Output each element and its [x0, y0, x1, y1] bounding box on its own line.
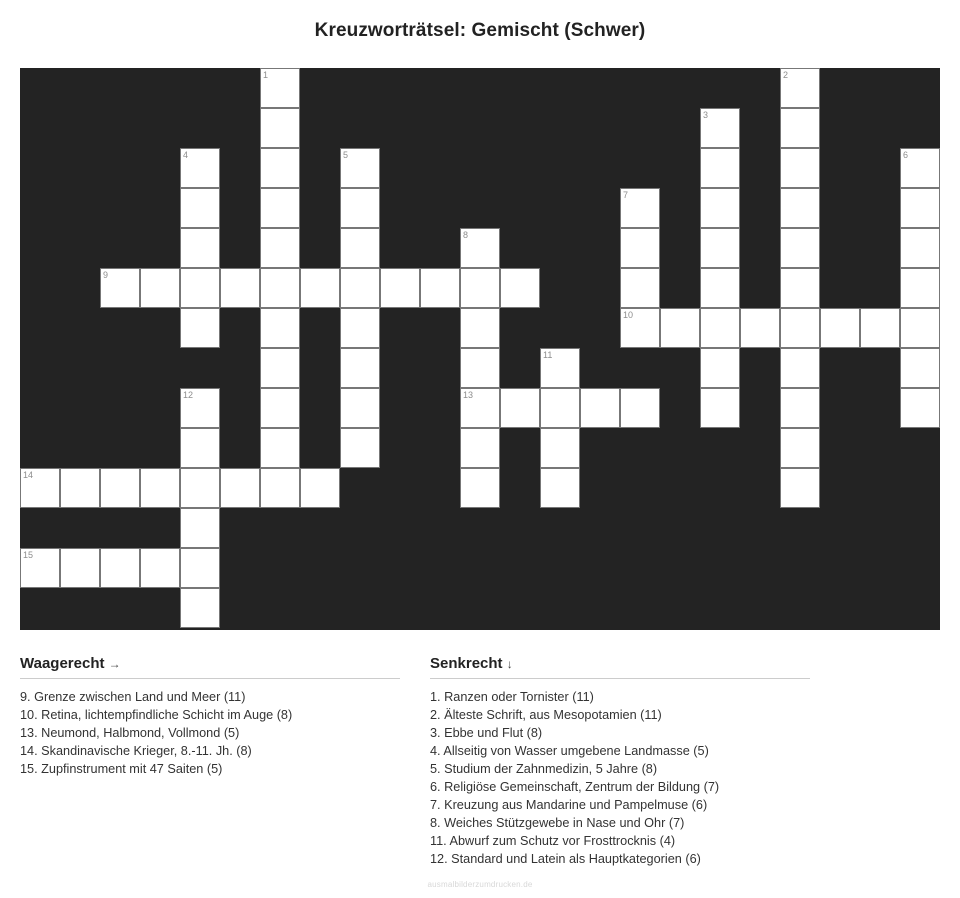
- cell-number: 9: [103, 270, 109, 280]
- grid-cell[interactable]: [780, 388, 820, 428]
- cell-number: 5: [343, 150, 349, 160]
- clue-item: 13. Neumond, Halbmond, Vollmond (5): [20, 726, 240, 740]
- grid-cell[interactable]: [300, 468, 340, 508]
- across-heading-label: Waagerecht: [20, 655, 105, 672]
- down-clues-list: [430, 688, 810, 868]
- grid-cell[interactable]: [260, 468, 300, 508]
- grid-cell[interactable]: [700, 348, 740, 388]
- grid-cell[interactable]: [460, 268, 500, 308]
- down-clues-heading: [430, 655, 810, 679]
- grid-cell[interactable]: [540, 388, 580, 428]
- clue-item: 6. Religiöse Gemeinschaft, Zentrum der Bildung (7): [430, 780, 720, 794]
- grid-cell[interactable]: [740, 308, 780, 348]
- grid-cell[interactable]: [700, 148, 740, 188]
- grid-cell[interactable]: [100, 548, 140, 588]
- grid-cell[interactable]: [780, 308, 820, 348]
- grid-cell[interactable]: [260, 348, 300, 388]
- grid-cell[interactable]: [380, 268, 420, 308]
- grid-cell[interactable]: [340, 348, 380, 388]
- across-arrow-icon: →: [108, 657, 121, 671]
- grid-cell[interactable]: [540, 428, 580, 468]
- cell-number: 11: [543, 350, 553, 360]
- grid-cell[interactable]: [540, 348, 580, 388]
- grid-cell[interactable]: [60, 548, 100, 588]
- grid-cell[interactable]: [140, 268, 180, 308]
- clue-item: 5. Studium der Zahnmedizin, 5 Jahre (8): [430, 762, 658, 776]
- grid-cell[interactable]: [340, 308, 380, 348]
- grid-cell[interactable]: [780, 228, 820, 268]
- grid-cell[interactable]: [500, 268, 540, 308]
- grid-cell[interactable]: [220, 468, 260, 508]
- grid-cell[interactable]: [100, 268, 140, 308]
- grid-cell[interactable]: [180, 508, 220, 548]
- clue-item: 1. Ranzen oder Tornister (11): [430, 690, 594, 704]
- grid-cell[interactable]: [900, 188, 940, 228]
- grid-cell[interactable]: [780, 268, 820, 308]
- grid-cell[interactable]: [300, 268, 340, 308]
- grid-cell[interactable]: [860, 308, 900, 348]
- grid-cell[interactable]: [900, 388, 940, 428]
- grid-cell[interactable]: [460, 468, 500, 508]
- clues-section: [0, 655, 960, 885]
- grid-cell[interactable]: [700, 188, 740, 228]
- grid-cell[interactable]: [260, 188, 300, 228]
- grid-cell[interactable]: [460, 308, 500, 348]
- grid-cell[interactable]: [460, 348, 500, 388]
- grid-cell[interactable]: [140, 468, 180, 508]
- clue-item: 12. Standard und Latein als Hauptkategorien (6): [430, 852, 701, 866]
- grid-cell[interactable]: [700, 108, 740, 148]
- grid-cell[interactable]: [620, 188, 660, 228]
- down-arrow-icon: ↓: [506, 657, 513, 671]
- grid-cell[interactable]: [180, 428, 220, 468]
- clue-item: 15. Zupfinstrument mit 47 Saiten (5): [20, 762, 223, 776]
- grid-cell[interactable]: [180, 388, 220, 428]
- grid-cell[interactable]: [820, 308, 860, 348]
- cell-number: 1: [263, 70, 269, 80]
- grid-cell[interactable]: [180, 588, 220, 628]
- grid-cell[interactable]: [340, 428, 380, 468]
- grid-cell[interactable]: [260, 428, 300, 468]
- grid-cell[interactable]: [260, 68, 300, 108]
- cell-number: 7: [623, 190, 629, 200]
- grid-cell[interactable]: [900, 308, 940, 348]
- clue-item: 3. Ebbe und Flut (8): [430, 726, 543, 740]
- cell-number: 8: [463, 230, 469, 240]
- grid-cell[interactable]: [700, 268, 740, 308]
- grid-cell[interactable]: [20, 548, 60, 588]
- cell-number: 13: [463, 390, 474, 400]
- grid-cell[interactable]: [700, 228, 740, 268]
- clue-item: 11. Abwurf zum Schutz vor Frosttrocknis (4): [430, 834, 676, 848]
- grid-cell[interactable]: [780, 188, 820, 228]
- grid-cell[interactable]: [780, 148, 820, 188]
- down-clues-column: [430, 655, 810, 868]
- grid-cell[interactable]: [260, 228, 300, 268]
- grid-cell[interactable]: [900, 228, 940, 268]
- grid-cell[interactable]: [540, 468, 580, 508]
- grid-cell[interactable]: [780, 108, 820, 148]
- cell-number: 15: [23, 550, 34, 560]
- cell-number: 6: [903, 150, 909, 160]
- grid-cell[interactable]: [780, 348, 820, 388]
- clue-item: 9. Grenze zwischen Land und Meer (11): [20, 690, 246, 704]
- grid-cell[interactable]: [780, 68, 820, 108]
- grid-cell[interactable]: [180, 268, 220, 308]
- grid-cell[interactable]: [100, 468, 140, 508]
- grid-cell[interactable]: [420, 268, 460, 308]
- crossword-grid: [20, 68, 940, 630]
- down-heading-label: Senkrecht: [430, 655, 503, 672]
- clue-item: 4. Allseitig von Wasser umgebene Landmasse (5): [430, 744, 709, 758]
- clue-item: 2. Älteste Schrift, aus Mesopotamien (11): [430, 708, 662, 722]
- grid-cell[interactable]: [700, 388, 740, 428]
- grid-cell[interactable]: [580, 388, 620, 428]
- grid-cell[interactable]: [340, 148, 380, 188]
- grid-cell[interactable]: [780, 428, 820, 468]
- cell-number: 14: [23, 470, 34, 480]
- grid-cell[interactable]: [460, 428, 500, 468]
- grid-cell[interactable]: [620, 228, 660, 268]
- across-clues-heading: [20, 655, 400, 679]
- grid-cell[interactable]: [460, 228, 500, 268]
- grid-cell[interactable]: [180, 148, 220, 188]
- cell-number: 3: [703, 110, 709, 120]
- across-clues-list: [20, 688, 400, 778]
- grid-cell[interactable]: [260, 108, 300, 148]
- grid-cell[interactable]: [180, 188, 220, 228]
- page-title: Kreuzworträtsel: Gemischt (Schwer): [314, 20, 646, 41]
- grid-cell[interactable]: [260, 268, 300, 308]
- grid-cell[interactable]: [620, 388, 660, 428]
- clue-item: 7. Kreuzung aus Mandarine und Pampelmuse (6): [430, 798, 708, 812]
- grid-cell[interactable]: [340, 268, 380, 308]
- cell-number: 10: [623, 310, 634, 320]
- grid-cell[interactable]: [340, 188, 380, 228]
- grid-cell[interactable]: [220, 268, 260, 308]
- grid-cell[interactable]: [500, 388, 540, 428]
- grid-cell[interactable]: [660, 308, 700, 348]
- grid-cell[interactable]: [460, 388, 500, 428]
- grid-cell[interactable]: [60, 468, 100, 508]
- grid-cell[interactable]: [900, 268, 940, 308]
- grid-cell[interactable]: [340, 388, 380, 428]
- grid-cell[interactable]: [620, 268, 660, 308]
- grid-cell[interactable]: [620, 308, 660, 348]
- cell-number: 12: [183, 390, 194, 400]
- grid-cell[interactable]: [180, 548, 220, 588]
- grid-cell[interactable]: [140, 548, 180, 588]
- across-clues-column: [20, 655, 400, 778]
- grid-cell[interactable]: [180, 308, 220, 348]
- grid-cell[interactable]: [900, 148, 940, 188]
- grid-cell[interactable]: [20, 468, 60, 508]
- cell-number: 2: [783, 70, 789, 80]
- grid-cell[interactable]: [700, 308, 740, 348]
- grid-cell[interactable]: [260, 308, 300, 348]
- grid-cell[interactable]: [780, 468, 820, 508]
- grid-cell[interactable]: [180, 468, 220, 508]
- clue-item: 14. Skandinavische Krieger, 8.-11. Jh. (8): [20, 744, 252, 758]
- grid-cell[interactable]: [340, 228, 380, 268]
- grid-cell[interactable]: [260, 148, 300, 188]
- cell-number: 4: [183, 150, 189, 160]
- clue-item: 10. Retina, lichtempfindliche Schicht im Auge (8): [20, 708, 293, 722]
- grid-cell[interactable]: [260, 388, 300, 428]
- grid-cell[interactable]: [180, 228, 220, 268]
- footer-credit: ausmalbilderzumdrucken.de: [427, 880, 533, 889]
- clue-item: 8. Weiches Stützgewebe in Nase und Ohr (7): [430, 816, 685, 830]
- grid-cell[interactable]: [900, 348, 940, 388]
